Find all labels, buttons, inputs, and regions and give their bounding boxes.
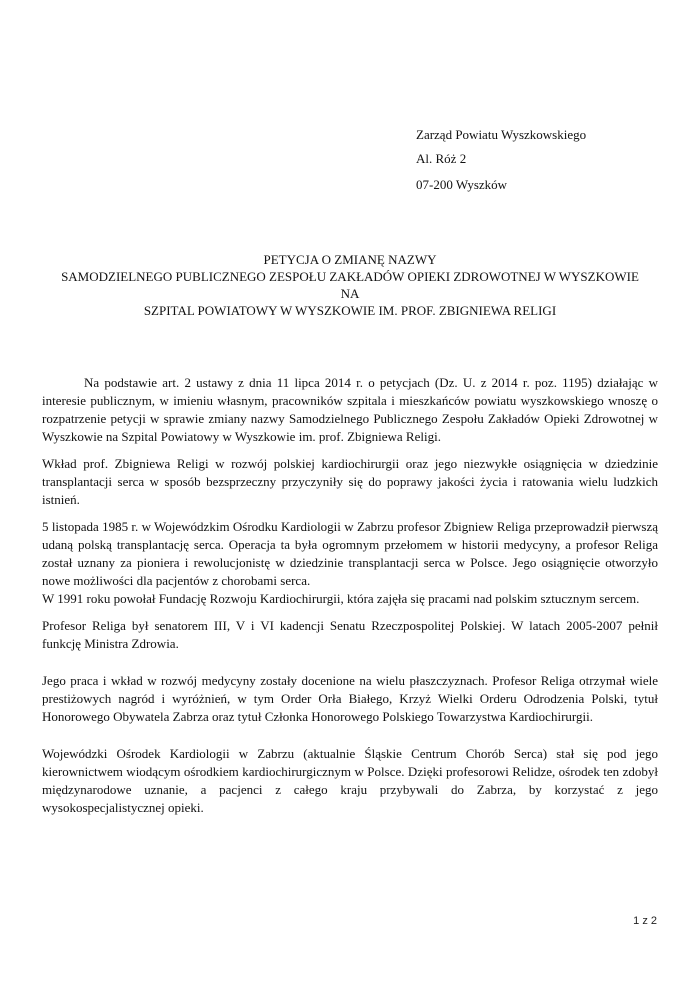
paragraph-zabrze-center: Wojewódzki Ośrodek Kardiologii w Zabrzu (aktualnie Śląskie Centrum Chorób Serca) stał się pod jego kierownictwem wiodącym ośrodkiem kardiochirurgicznym w Polsce. Dzięki profesorowi Relidze, ośrodek ten zdobył międzynarodowe uznanie, a pacjenci z całego kraju przybywali do Zabrza, by korzystać z jego wysokospecjalistycznej opieki.	[42, 746, 658, 815]
petition-title	[60, 251, 640, 319]
recipient-name: Zarząd Powiatu Wyszkowskiego	[416, 127, 587, 142]
title-line-4: SZPITAL POWIATOWY W WYSZKOWIE IM. PROF. ZBIGNIEWA RELIGI	[143, 303, 557, 318]
paragraph-contribution: Wkład prof. Zbigniewa Religi w rozwój polskiej kardiochirurgii oraz jego niezwykłe osiągnięcia w dziedzinie transplantacji serca w sposób bezsprzeczny przyczyniły się do poprawy jakości życia i ratowania wielu ludzkich istnień.	[42, 456, 658, 507]
paragraph-foundation: W 1991 roku powołał Fundację Rozwoju Kardiochirurgii, która zajęła się pracami nad polskim sztucznym sercem.	[42, 591, 640, 606]
page-number: 1 z 2	[633, 915, 657, 927]
recipient-postal-city: 07-200 Wyszków	[416, 177, 508, 192]
title-line-2: SAMODZIELNEGO PUBLICZNEGO ZESPOŁU ZAKŁADÓW OPIEKI ZDROWOTNEJ W WYSZKOWIE	[61, 269, 639, 284]
paragraph-transplant: 5 listopada 1985 r. w Wojewódzkim Ośrodku Kardiologii w Zabrzu profesor Zbigniew Religa przeprowadził pierwszą udaną polską transplantację serca. Operacja ta była ogromnym przełomem w historii medycyny, a profesor Religa został uznany za pioniera i rewolucjonistę w dziedzinie transplantacji serca w Polsce. Jego osiągnięcie otworzyło nowe możliwości dla pacjentów z chorobami serca.	[42, 519, 658, 588]
petition-body	[42, 374, 658, 817]
title-line-3: NA	[340, 286, 360, 301]
paragraph-legal-basis: Na podstawie art. 2 ustawy z dnia 11 lipca 2014 r. o petycjach (Dz. U. z 2014 r. poz. 1195) działając w interesie publicznym, w imieniu własnym, pracowników szpitala i mieszkańców powiatu wyszkowskiego wnoszę o rozpatrzenie petycji w sprawie zmiany nazwy Samodzielnego Publicznego Zespołu Zakładów Opieki Zdrowotnej w Wyszkowie na Szpital Powiatowy w Wyszkowie im. prof. Zbigniewa Religi.	[42, 375, 658, 444]
title-line-1: PETYCJA O ZMIANĘ NAZWY	[263, 252, 437, 267]
recipient-street: Al. Róż 2	[416, 151, 467, 166]
paragraph-senator: Profesor Religa był senatorem III, V i VI kadencji Senatu Rzeczpospolitej Polskiej. W latach 2005-2007 pełnił funkcję Ministra Zdrowia.	[42, 618, 658, 651]
paragraph-awards: Jego praca i wkład w rozwój medycyny zostały docenione na wielu płaszczyznach. Profesor Religa otrzymał wiele prestiżowych nagród i wyróżnień, w tym Order Orła Białego, Krzyż Wielki Orderu Odrodzenia Polski, tytuł Honorowego Obywatela Zabrza oraz tytuł Członka Honorowego Polskiego Towarzystwa Kardiochirurgii.	[42, 673, 658, 724]
